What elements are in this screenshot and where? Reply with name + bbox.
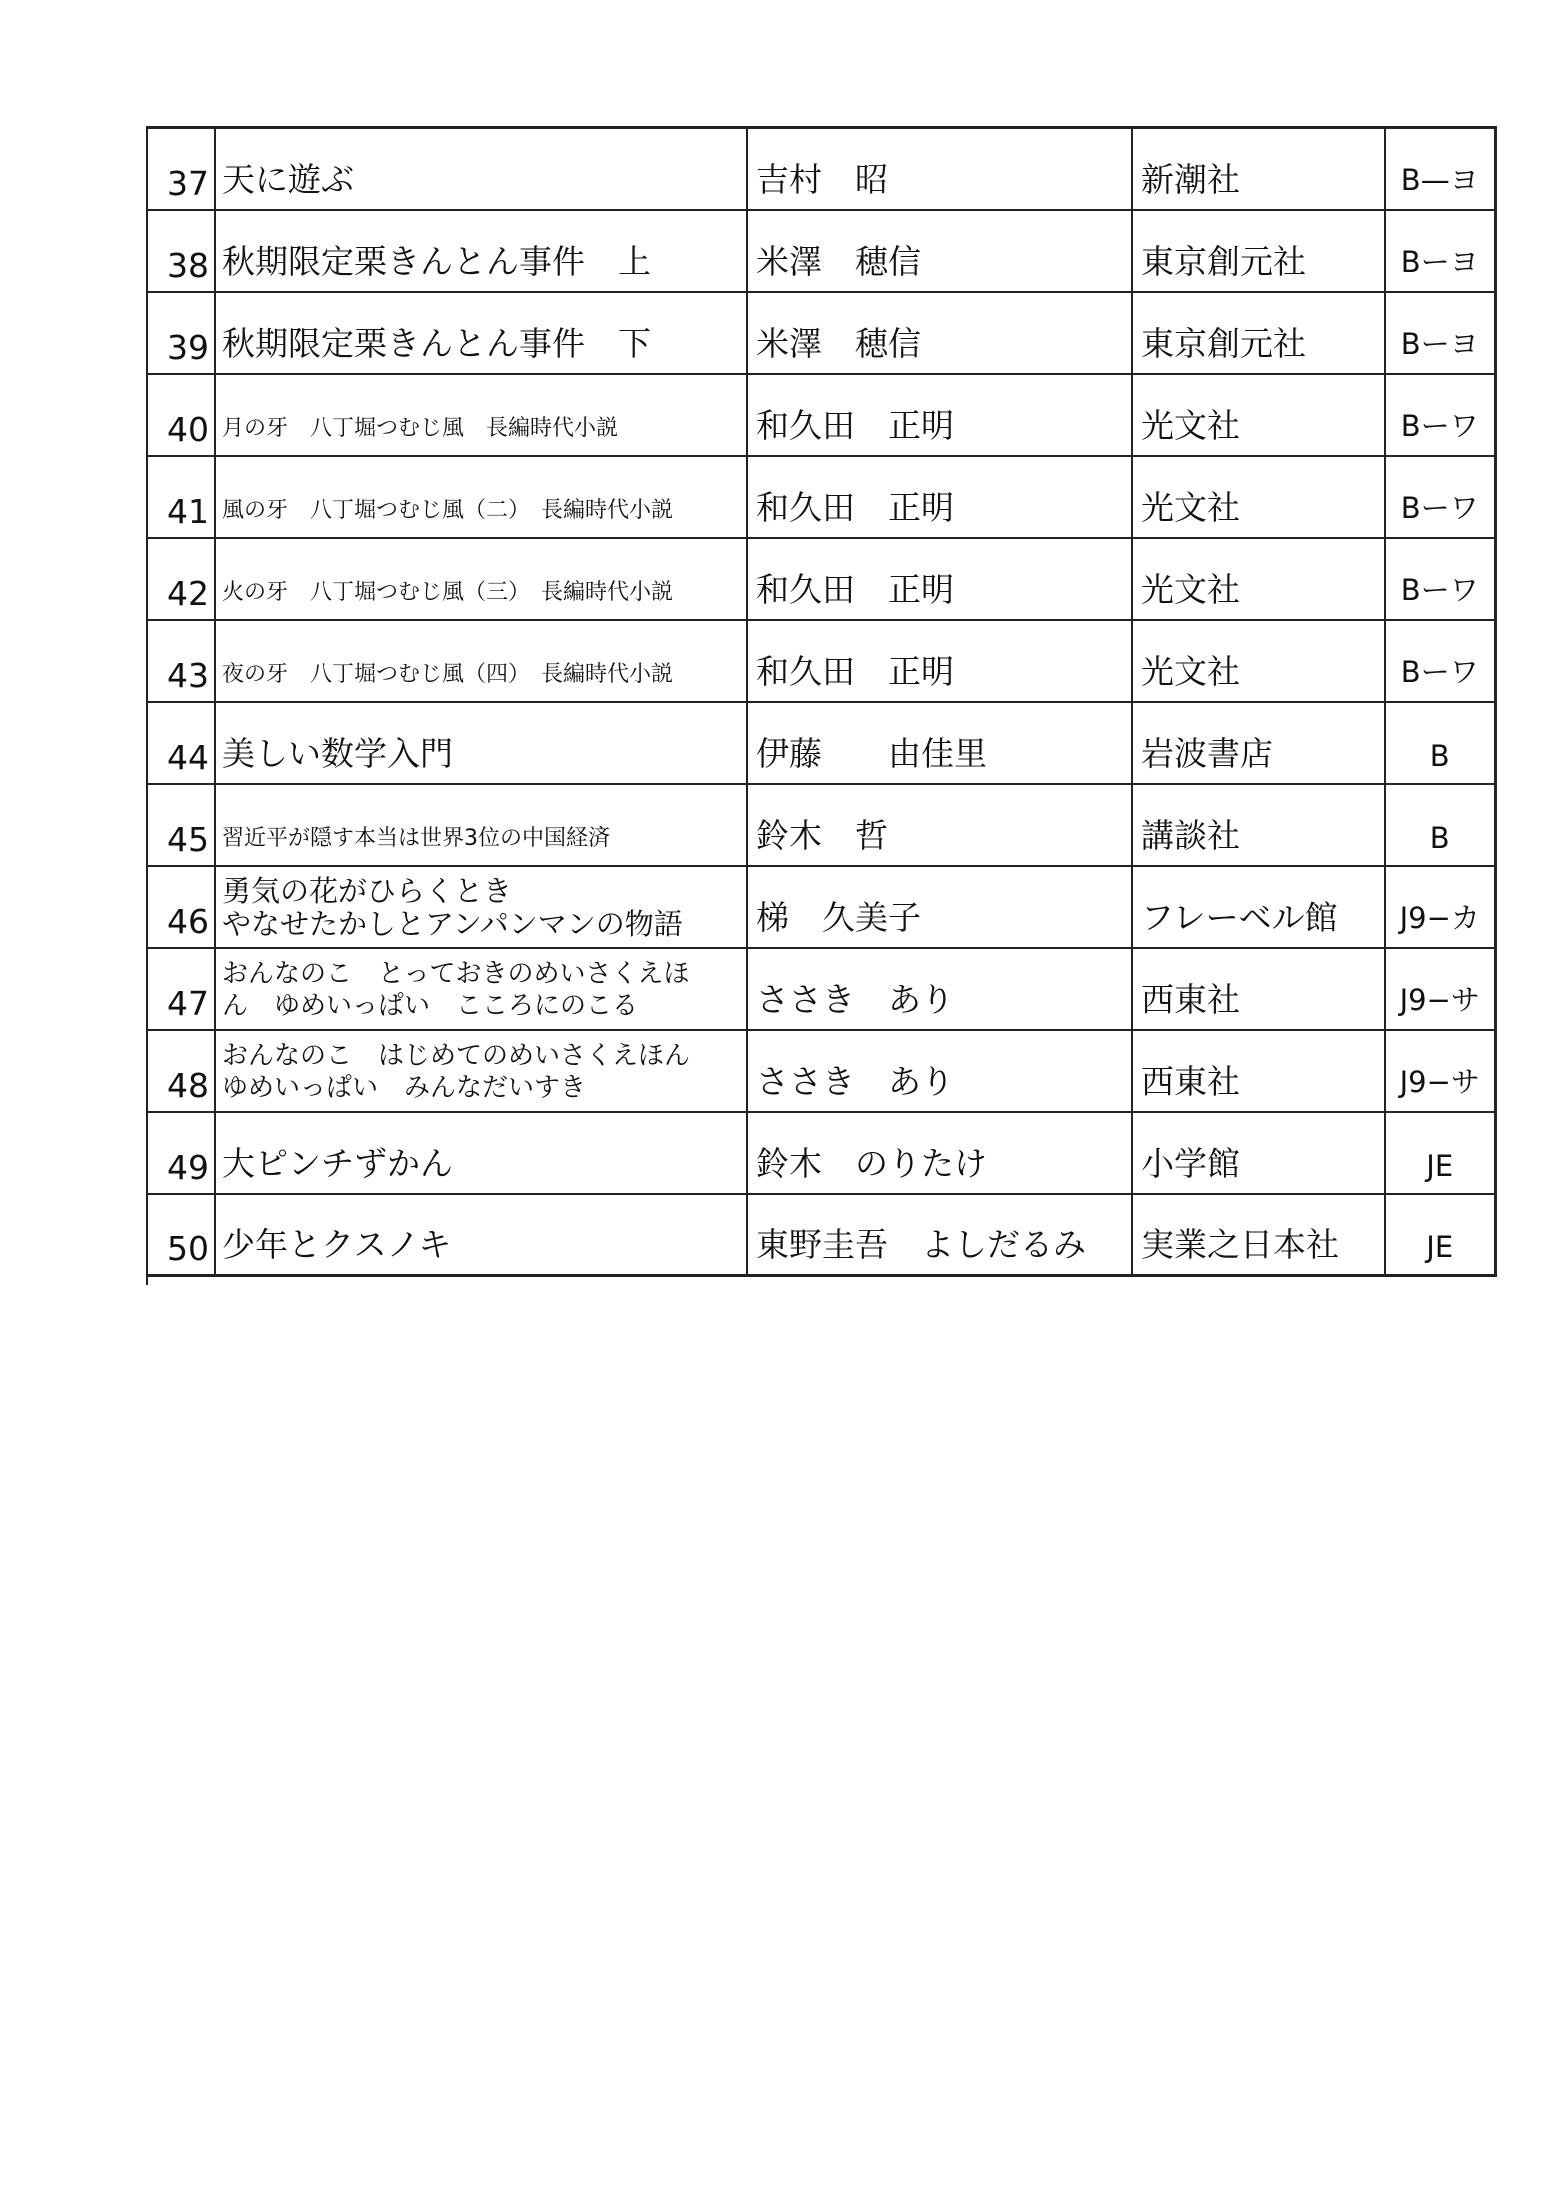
shelf-code: J9−サ xyxy=(1385,1030,1495,1112)
book-publisher: 東京創元社 xyxy=(1132,292,1385,374)
book-list-table xyxy=(146,126,1497,1277)
book-title-line: 火の牙 八丁堀つむじ風（三） 長編時代小説 xyxy=(222,579,674,605)
table-row xyxy=(147,620,1495,702)
book-author: ささき あり xyxy=(747,948,1132,1030)
book-author: 米澤 穂信 xyxy=(747,210,1132,292)
book-author: 鈴木 哲 xyxy=(747,784,1132,866)
table-row xyxy=(147,128,1495,210)
row-number: 44 xyxy=(147,702,215,784)
book-author: 和久田 正明 xyxy=(747,374,1132,456)
shelf-code: Bーヨ xyxy=(1385,210,1495,292)
shelf-code: B—ヨ xyxy=(1385,128,1495,210)
book-author: 米澤 穂信 xyxy=(747,292,1132,374)
table-row xyxy=(147,538,1495,620)
book-title-line: おんなのこ とっておきのめいさくえほ xyxy=(222,958,690,989)
row-number: 41 xyxy=(147,456,215,538)
book-publisher: 光文社 xyxy=(1132,620,1385,702)
book-publisher: 東京創元社 xyxy=(1132,210,1385,292)
book-author: 梯 久美子 xyxy=(747,866,1132,948)
book-author: 鈴木 のりたけ xyxy=(747,1112,1132,1194)
table-row xyxy=(147,374,1495,456)
shelf-code: Bーワ xyxy=(1385,456,1495,538)
book-title-line: 勇気の花がひらくとき xyxy=(222,873,513,908)
book-publisher: 岩波書店 xyxy=(1132,702,1385,784)
shelf-code: JE xyxy=(1385,1112,1495,1194)
book-title xyxy=(215,1194,747,1276)
book-title-line: 秋期限定栗きんとん事件 下 xyxy=(222,323,651,363)
book-list-body xyxy=(147,128,1495,1276)
book-publisher: 光文社 xyxy=(1132,374,1385,456)
book-title-line: 秋期限定栗きんとん事件 上 xyxy=(222,241,651,281)
book-author: 和久田 正明 xyxy=(747,620,1132,702)
book-publisher: 講談社 xyxy=(1132,784,1385,866)
book-title-line: 天に遊ぶ xyxy=(222,159,354,199)
book-title xyxy=(215,374,747,456)
book-author: 和久田 正明 xyxy=(747,538,1132,620)
book-title xyxy=(215,456,747,538)
table-row xyxy=(147,456,1495,538)
table-row xyxy=(147,1194,1495,1276)
shelf-code: Bーワ xyxy=(1385,620,1495,702)
row-number: 43 xyxy=(147,620,215,702)
book-title xyxy=(215,210,747,292)
table-row xyxy=(147,210,1495,292)
row-number: 42 xyxy=(147,538,215,620)
book-title-line: 少年とクスノキ xyxy=(222,1225,452,1264)
row-number: 40 xyxy=(147,374,215,456)
book-publisher: フレーベル館 xyxy=(1132,866,1385,948)
row-number: 49 xyxy=(147,1112,215,1194)
book-title-line: 習近平が隠す本当は世界3位の中国経済 xyxy=(222,825,610,851)
row-number: 48 xyxy=(147,1030,215,1112)
shelf-code: Bーヨ xyxy=(1385,292,1495,374)
book-title xyxy=(215,866,747,948)
row-number: 37 xyxy=(147,128,215,210)
book-title-line: 大ピンチずかん xyxy=(222,1143,453,1183)
book-publisher: 実業之日本社 xyxy=(1132,1194,1385,1276)
shelf-code: J9−カ xyxy=(1385,866,1495,948)
row-number: 46 xyxy=(147,866,215,948)
book-author: 東野圭吾 よしだるみ xyxy=(747,1194,1132,1276)
table-row xyxy=(147,292,1495,374)
book-author: 和久田 正明 xyxy=(747,456,1132,538)
book-publisher: 西東社 xyxy=(1132,948,1385,1030)
shelf-code: Bーワ xyxy=(1385,374,1495,456)
book-publisher: 西東社 xyxy=(1132,1030,1385,1112)
book-author: ささき あり xyxy=(747,1030,1132,1112)
table-row xyxy=(147,702,1495,784)
book-title xyxy=(215,620,747,702)
shelf-code: B xyxy=(1385,702,1495,784)
book-publisher: 光文社 xyxy=(1132,456,1385,538)
book-publisher: 新潮社 xyxy=(1132,128,1385,210)
shelf-code: Bーワ xyxy=(1385,538,1495,620)
book-title-line: 風の牙 八丁堀つむじ風（二） 長編時代小説 xyxy=(222,497,674,523)
row-number: 45 xyxy=(147,784,215,866)
shelf-code: J9−サ xyxy=(1385,948,1495,1030)
row-number: 38 xyxy=(147,210,215,292)
book-title-line: やなせたかしとアンパンマンの物語 xyxy=(222,906,683,941)
row-number: 47 xyxy=(147,948,215,1030)
book-title xyxy=(215,538,747,620)
book-title xyxy=(215,784,747,866)
row-number: 50 xyxy=(147,1194,215,1276)
row-number: 39 xyxy=(147,292,215,374)
table-row xyxy=(147,1112,1495,1194)
book-title-line: ん ゆめいっぱい こころにのこる xyxy=(222,990,639,1021)
book-publisher: 光文社 xyxy=(1132,538,1385,620)
table-row xyxy=(147,784,1495,866)
book-publisher: 小学館 xyxy=(1132,1112,1385,1194)
shelf-code: B xyxy=(1385,784,1495,866)
book-title xyxy=(215,128,747,210)
book-title-line: 美しい数学入門 xyxy=(222,733,453,773)
table-row xyxy=(147,1030,1495,1112)
book-title-line: ゆめいっぱい みんなだいすき xyxy=(222,1072,587,1103)
book-title-line: 夜の牙 八丁堀つむじ風（四） 長編時代小説 xyxy=(222,661,674,687)
book-author: 吉村 昭 xyxy=(747,128,1132,210)
book-title xyxy=(215,292,747,374)
book-title xyxy=(215,1112,747,1194)
shelf-code: JE xyxy=(1385,1194,1495,1276)
book-author: 伊藤 由佳里 xyxy=(747,702,1132,784)
book-title-line: 月の牙 八丁堀つむじ風 長編時代小説 xyxy=(222,415,619,441)
table-row xyxy=(147,948,1495,1030)
book-title-line: おんなのこ はじめてのめいさくえほん xyxy=(222,1040,691,1071)
table-row xyxy=(147,866,1495,948)
book-title xyxy=(215,702,747,784)
book-title xyxy=(215,1030,747,1112)
book-title xyxy=(215,948,747,1030)
